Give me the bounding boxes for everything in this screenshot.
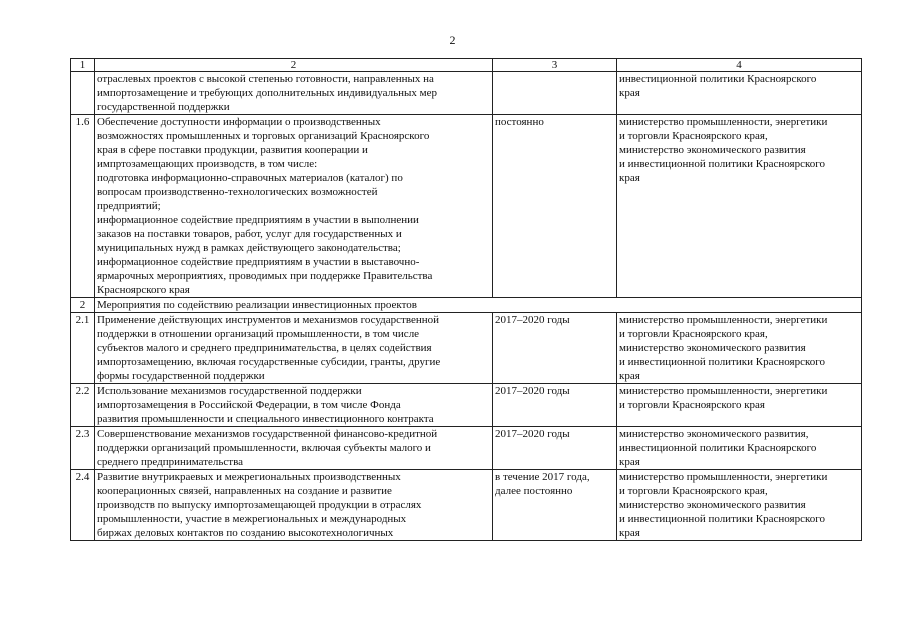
row-period: постоянно xyxy=(493,115,617,298)
row-description: Использование механизмов государственной поддержки импортозамещения в Российской Федерации, в том числе Фонда развития промышленности и специального инвестиционного контракта xyxy=(95,384,493,427)
row-number: 2.4 xyxy=(71,470,95,541)
section-row xyxy=(71,298,862,313)
header-col-3: 3 xyxy=(493,59,617,72)
table-row xyxy=(71,115,862,298)
table-header-row xyxy=(71,59,862,72)
measures-table xyxy=(70,58,862,541)
row-responsible: министерство экономического развития, инвестиционной политики Красноярского края xyxy=(617,427,862,470)
table-row xyxy=(71,427,862,470)
row-period: в течение 2017 года, далее постоянно xyxy=(493,470,617,541)
row-period xyxy=(493,72,617,115)
row-number: 2.2 xyxy=(71,384,95,427)
row-responsible: инвестиционной политики Красноярского края xyxy=(617,72,862,115)
row-number: 2.3 xyxy=(71,427,95,470)
row-description: отраслевых проектов с высокой степенью готовности, направленных на импортозамещение и требующих дополнительных индивидуальных мер государственной поддержки xyxy=(95,72,493,115)
row-number: 2.1 xyxy=(71,313,95,384)
row-description: Совершенствование механизмов государственной финансово-кредитной поддержки организаций промышленности, включая субъекты малого и среднего предпринимательства xyxy=(95,427,493,470)
row-number: 1.6 xyxy=(71,115,95,298)
row-number xyxy=(71,72,95,115)
row-period: 2017–2020 годы xyxy=(493,313,617,384)
row-responsible: министерство промышленности, энергетики и торговли Красноярского края, министерство экономического развития и инвестиционной политики Красноярского края xyxy=(617,470,862,541)
row-responsible: министерство промышленности, энергетики и торговли Красноярского края, министерство экономического развития и инвестиционной политики Красноярского края xyxy=(617,313,862,384)
table-row xyxy=(71,384,862,427)
header-col-4: 4 xyxy=(617,59,862,72)
row-description: Обеспечение доступности информации о производственных возможностях промышленных и торговых организаций Красноярского края в сфере поставки продукции, развития кооперации и импртозамещающих производств, в том числе: подготовка информационно-справочных материалов (каталог) по вопросам производственно-технологических возможностей предприятий; информационное содействие предприятиям в участии в выполнении заказов на поставки товаров, работ, услуг для государственных и муниципальных нужд в рамках действующего законодательства; информационное содействие предприятиям в участии в выставочно- ярмарочных мероприятиях, проводимых при поддержке Правительства Красноярского края xyxy=(95,115,493,298)
row-description: Развитие внутрикраевых и межрегиональных производственных кооперационных связей, направленных на создание и развитие производств по выпуску импортозамещающей продукции в отраслях промышленности, участие в межрегиональных и международных биржах деловых контактов по созданию высокотехнологичных xyxy=(95,470,493,541)
row-period: 2017–2020 годы xyxy=(493,384,617,427)
row-responsible: министерство промышленности, энергетики и торговли Красноярского края xyxy=(617,384,862,427)
header-col-2: 2 xyxy=(95,59,493,72)
header-col-1: 1 xyxy=(71,59,95,72)
table-row xyxy=(71,313,862,384)
section-title: Мероприятия по содействию реализации инвестиционных проектов xyxy=(95,298,862,313)
row-period: 2017–2020 годы xyxy=(493,427,617,470)
section-number: 2 xyxy=(71,298,95,313)
row-responsible: министерство промышленности, энергетики и торговли Красноярского края, министерство экономического развития и инвестиционной политики Красноярского края xyxy=(617,115,862,298)
table-row xyxy=(71,72,862,115)
page-number: 2 xyxy=(449,33,456,47)
table-row xyxy=(71,470,862,541)
row-description: Применение действующих инструментов и механизмов государственной поддержки в отношении организаций промышленности, в том числе субъектов малого и среднего предпринимательства, в целях содействия импортозамещению, включая государственные субсидии, гранты, другие формы государственной поддержки xyxy=(95,313,493,384)
